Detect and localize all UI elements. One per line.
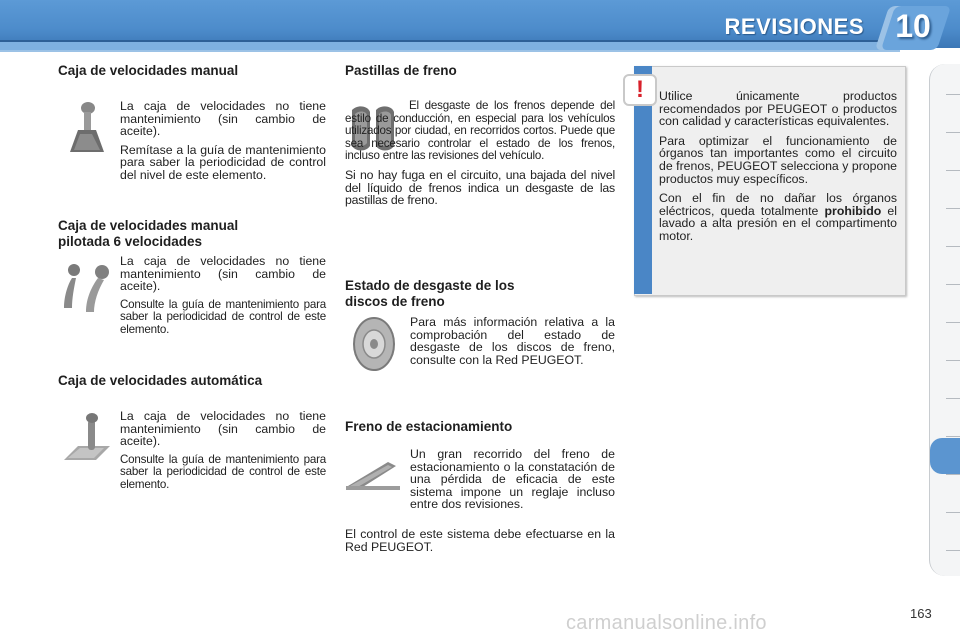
chapter-number: 10 — [895, 8, 931, 44]
pastillas-paragraph-1: El desgaste de los frenos depende del estilo de conducción, en especial para los vehículos utilizados por ciudad, en recorridos cortos. Puede que sea necesario controlar el estado de los frenos, incluso entre las revisiones del vehículo. — [345, 99, 615, 163]
warning-icon: ! — [623, 74, 657, 106]
edge-tab-mark[interactable] — [946, 398, 960, 399]
sequential-gear-lever-icon — [58, 258, 114, 318]
title-line: pilotada 6 velocidades — [58, 234, 203, 249]
warning-text-part: Con el fin de no dañar los órganos eléctricos, queda totalmente — [659, 191, 897, 218]
discos-text — [410, 316, 615, 372]
edge-tab-mark[interactable] — [946, 474, 960, 475]
manual-gear-lever-icon — [62, 100, 106, 156]
warning-paragraph-3 — [659, 192, 897, 242]
section-title-pastillas: Pastillas de freno — [345, 63, 457, 78]
warning-text — [659, 90, 897, 250]
title-line: discos de freno — [345, 294, 445, 309]
estacionamiento-text — [410, 448, 615, 517]
warning-emphasis: prohibido — [824, 203, 882, 218]
section-title-automatica: Caja de velocidades automática — [58, 373, 263, 388]
page-number: 163 — [910, 606, 932, 621]
section-title-pilotada — [58, 218, 238, 250]
edge-tab-mark[interactable] — [946, 170, 960, 171]
automatica-paragraph-1: La caja de velocidades no tiene mantenimiento (sin cambio de aceite). — [120, 409, 326, 449]
pilotada-text — [120, 255, 326, 343]
edge-tab-mark[interactable] — [946, 208, 960, 209]
section-title-estacionamiento: Freno de estacionamiento — [345, 419, 513, 434]
parking-brake-lever-icon — [344, 456, 402, 492]
automatica-paragraph-2: Consulte la guía de mantenimiento para saber la periodicidad de control de este elemento. — [120, 452, 326, 491]
estacionamiento-text-2 — [345, 528, 615, 559]
edge-tab-mark[interactable] — [946, 550, 960, 551]
edge-tab-mark[interactable] — [946, 246, 960, 247]
estacionamiento-paragraph-2: El control de este sistema debe efectuarse en la Red PEUGEOT. — [345, 527, 615, 554]
brake-disc-icon — [350, 316, 398, 372]
pastillas-paragraph-2: Si no hay fuga en el circuito, una bajada del nivel del líquido de frenos indica un desgaste de las pastillas de freno. — [345, 167, 615, 208]
warning-paragraph-1: Utilice únicamente productos recomendados por PEUGEOT o productos con calidad y características equivalentes. — [659, 89, 897, 129]
header-stripe — [0, 40, 900, 52]
warning-paragraph-2: Para optimizar el funcionamiento de órganos tan importantes como el circuito de frenos, PEUGEOT selecciona y propone productos muy específicos. — [659, 133, 897, 186]
automatica-text — [120, 410, 326, 498]
pilotada-paragraph-2: Consulte la guía de mantenimiento para saber la periodicidad de control de este elemento. — [120, 297, 326, 336]
edge-tab-mark[interactable] — [946, 322, 960, 323]
edge-tab-mark[interactable] — [946, 436, 960, 437]
pastillas-text — [345, 100, 615, 213]
automatic-gear-selector-icon — [60, 412, 112, 468]
manual-paragraph-1: La caja de velocidades no tiene mantenimiento (sin cambio de aceite). — [120, 99, 326, 139]
watermark: carmanualsonline.info — [566, 612, 767, 634]
edge-tab-mark[interactable] — [946, 132, 960, 133]
edge-tab-mark[interactable] — [946, 512, 960, 513]
warning-text-part: el lavado a alta presión en el compartimento motor. — [659, 203, 897, 243]
edge-tab-mark[interactable] — [946, 284, 960, 285]
section-title-discos — [345, 278, 515, 310]
edge-tab-mark[interactable] — [946, 360, 960, 361]
title-line: Estado de desgaste de los — [345, 278, 515, 293]
title-line: Caja de velocidades manual — [58, 218, 239, 233]
manual-text — [120, 100, 326, 188]
estacionamiento-paragraph-1: Un gran recorrido del freno de estacionamiento o la constatación de una pérdida de eficacia de este sistema impone un reglaje incluso entre dos revisiones. — [410, 447, 615, 512]
pilotada-paragraph-1: La caja de velocidades no tiene mantenimiento (sin cambio de aceite). — [120, 254, 326, 294]
chapter-title: REVISIONES — [724, 14, 864, 39]
edge-tab-mark[interactable] — [946, 94, 960, 95]
discos-paragraph-1: Para más información relativa a la comprobación del estado de desgaste de los discos de freno, consulte con la Red PEUGEOT. — [410, 315, 615, 367]
edge-tab-active[interactable] — [930, 438, 960, 474]
chapter-edge-tabs — [929, 64, 960, 576]
section-title-manual: Caja de velocidades manual — [58, 63, 239, 78]
manual-paragraph-2: Remítase a la guía de mantenimiento para saber la periodicidad de control del nivel de este elemento. — [120, 142, 326, 182]
